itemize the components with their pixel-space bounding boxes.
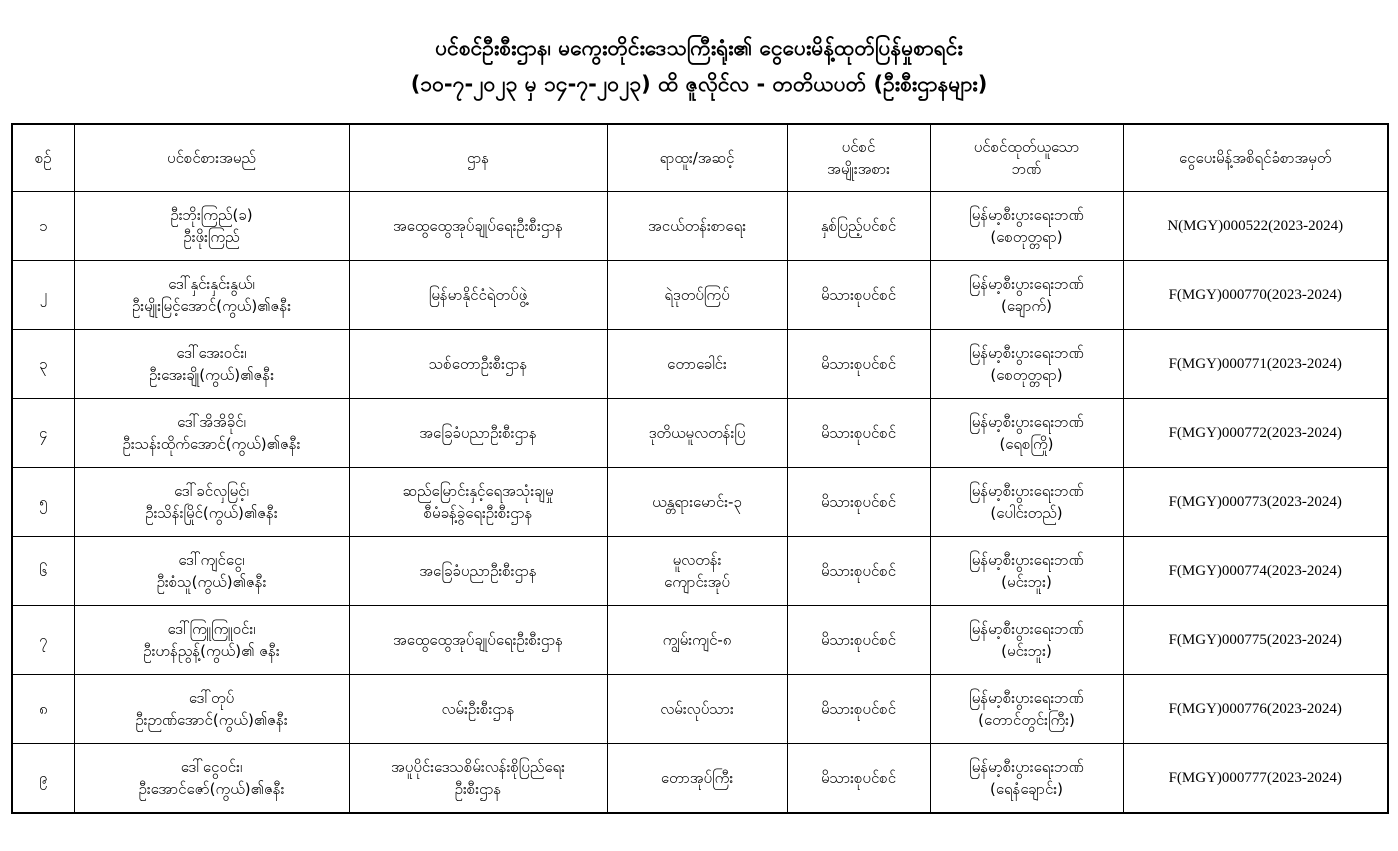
cell-position [607,192,787,261]
cell-department-line: အခြေခံပညာဦးစီးဌာန [419,562,537,580]
cell-bank [930,675,1123,744]
cell-department [349,675,607,744]
header-bank-line: ဘဏ် [1011,160,1042,178]
cell-pension-type: မိသားစုပင်စင် [787,399,930,468]
cell-position [607,675,787,744]
cell-bank-line: (စေတုတ္တရာ) [990,228,1063,246]
cell-name-line: ဒေါ်နှင်းနှင်းနွယ်၊ [168,275,255,293]
cell-no: ၄ [12,399,74,468]
cell-department-line: အထွေထွေအုပ်ချုပ်ရေးဦးစီးဌာန [392,217,564,235]
cell-bank-line: မြန်မာ့စီးပွားရေးဘဏ် [969,206,1084,224]
table-row [12,261,1388,330]
cell-bank-line: မြန်မာ့စီးပွားရေးဘဏ် [969,275,1084,293]
cell-position-line: ကျောင်းအုပ် [664,573,730,591]
cell-department [349,261,607,330]
table-row [12,744,1388,814]
cell-pension-type: မိသားစုပင်စင် [787,468,930,537]
header-position: ရာထူး/အဆင့် [607,124,787,192]
cell-department-line: ဦးစီးဌာန [454,780,502,798]
cell-bank-line: မြန်မာ့စီးပွားရေးဘဏ် [969,689,1084,707]
cell-name [74,261,349,330]
cell-bank [930,606,1123,675]
cell-bank [930,399,1123,468]
cell-name-line: ဒေါ်အိအိခိုင်၊ [177,413,246,431]
cell-pension-type: မိသားစုပင်စင် [787,537,930,606]
table-row [12,192,1388,261]
cell-position [607,606,787,675]
header-bank-line: ပင်စင်ထုတ်ယူသော [973,138,1080,156]
pension-table [11,123,1389,814]
cell-no: ၃ [12,330,74,399]
cell-department-line: စီမံခန့်ခွဲရေးဦးစီးဌာန [423,504,533,522]
cell-name-line: ဒေါ်အေးဝင်း၊ [176,344,247,362]
cell-department-line: အပူပိုင်းဒေသစိမ်းလန်းစိုပြည်ရေး [391,758,565,776]
cell-position [607,330,787,399]
cell-name [74,537,349,606]
cell-bank-line: မြန်မာ့စီးပွားရေးဘဏ် [969,413,1084,431]
table-row [12,537,1388,606]
cell-bank-line: မြန်မာ့စီးပွားရေးဘဏ် [969,482,1084,500]
cell-bank-line: (ရေစကြို) [999,435,1054,453]
cell-name-line: ဒေါ်ကျင်ငွေ၊ [178,551,245,569]
cell-department [349,399,607,468]
cell-name-line: ဦးဉာဏ်အောင်(ကွယ်)၏ဇနီး [135,711,288,729]
header-department: ဌာန [349,124,607,192]
cell-bank [930,537,1123,606]
cell-name-line: ဒေါ်ကြူကြူဝင်း၊ [167,620,256,638]
cell-name [74,606,349,675]
cell-department-line: မြန်မာနိုင်ငံရဲတပ်ဖွဲ့ [428,286,528,304]
cell-name-line: ဒေါ်ငွေဝင်း၊ [180,758,243,776]
cell-position [607,399,787,468]
cell-pension-type: မိသားစုပင်စင် [787,744,930,814]
cell-bank [930,192,1123,261]
cell-bank-line: (မင်းဘူး) [1001,642,1052,660]
cell-name-line: ဦးသိန်းမြိုင်(ကွယ်)၏ဇနီး [145,504,278,522]
header-pension-type-line: ပင်စင် [841,138,876,156]
cell-name-line: ဦးမျိုးမြင့်အောင်(ကွယ်)၏ဇနီး [131,297,292,315]
cell-bank [930,744,1123,814]
cell-position-line: တောအုပ်ကြီး [660,769,734,787]
cell-department-line: လမ်းဦးစီးဌာန [441,700,515,718]
cell-bank-line: (ပေါင်းတည်) [990,504,1063,522]
cell-pension-type: မိသားစုပင်စင် [787,675,930,744]
table-row [12,330,1388,399]
cell-certificate: F(MGY)000777(2023-2024) [1123,744,1388,814]
header-certificate: ငွေပေးမိန့်အစိရင်ခံစာအမှတ် [1123,124,1388,192]
cell-bank-line: (စေတုတ္တရာ) [990,366,1063,384]
cell-name-line: ဦးဘိုးကြည်(ခ) [170,206,253,224]
cell-certificate: N(MGY)000522(2023-2024) [1123,192,1388,261]
cell-position [607,468,787,537]
cell-position [607,537,787,606]
cell-no: ၆ [12,537,74,606]
table-row [12,399,1388,468]
cell-position-line: မူလတန်း [672,551,722,569]
header-no: စဉ် [12,124,74,192]
cell-pension-type: မိသားစုပင်စင် [787,261,930,330]
cell-position [607,261,787,330]
cell-position-line: လမ်းလုပ်သား [660,700,734,718]
cell-name [74,468,349,537]
cell-pension-type: နှစ်ပြည့်ပင်စင် [787,192,930,261]
cell-bank-line: မြန်မာ့စီးပွားရေးဘဏ် [969,551,1084,569]
cell-certificate: F(MGY)000775(2023-2024) [1123,606,1388,675]
cell-position-line: ရဲဒုတပ်ကြပ် [664,286,730,304]
cell-department [349,744,607,814]
cell-bank-line: မြန်မာ့စီးပွားရေးဘဏ် [969,620,1084,638]
cell-name-line: ဦးသန်းထိုက်အောင်(ကွယ်)၏ဇနီး [122,435,301,453]
cell-certificate: F(MGY)000773(2023-2024) [1123,468,1388,537]
cell-certificate: F(MGY)000771(2023-2024) [1123,330,1388,399]
document-title [0,30,1398,102]
cell-pension-type: မိသားစုပင်စင် [787,330,930,399]
cell-bank-line: မြန်မာ့စီးပွားရေးဘဏ် [969,344,1084,362]
cell-bank-line: မြန်မာ့စီးပွားရေးဘဏ် [969,758,1084,776]
cell-name [74,675,349,744]
header-pension-type [787,124,930,192]
cell-name-line: ဦးဖိုးကြည် [183,228,240,246]
cell-name-line: ဒေါ်တုပ် [188,689,235,707]
cell-certificate: F(MGY)000772(2023-2024) [1123,399,1388,468]
cell-position-line: ယန္တရားမောင်း-၃ [652,493,742,511]
cell-department [349,468,607,537]
cell-certificate: F(MGY)000774(2023-2024) [1123,537,1388,606]
cell-department [349,330,607,399]
cell-department [349,537,607,606]
table-row [12,675,1388,744]
header-pension-type-line: အမျိုးအစား [827,160,890,178]
cell-bank [930,261,1123,330]
cell-name [74,330,349,399]
cell-department [349,606,607,675]
cell-name-line: ဦးအေးချို(ကွယ်)၏ဇနီး [148,366,275,384]
cell-department [349,192,607,261]
cell-position-line: တောခေါင်း [667,355,727,373]
cell-name-line: ဦးအောင်ဇော်(ကွယ်)၏ဇနီး [138,780,285,798]
cell-bank-line: (ရေနံချောင်း) [990,780,1063,798]
table-row [12,606,1388,675]
cell-position-line: အငယ်တန်းစာရေး [648,217,746,235]
cell-position-line: ကျွမ်းကျင်-၈ [662,631,732,649]
cell-certificate: F(MGY)000770(2023-2024) [1123,261,1388,330]
cell-bank [930,468,1123,537]
cell-position-line: ဒုတိယမူလတန်းပြ [648,424,746,442]
cell-bank-line: (တောင်တွင်းကြီး) [978,711,1075,729]
cell-no: ၁ [12,192,74,261]
cell-pension-type: မိသားစုပင်စင် [787,606,930,675]
cell-name-line: ဦးစံသူ(ကွယ်)၏ဇနီး [156,573,267,591]
cell-no: ၈ [12,675,74,744]
cell-department-line: ဆည်မြောင်းနှင့်ရေအသုံးချမှု [402,482,554,500]
cell-department-line: အခြေခံပညာဦးစီးဌာန [419,424,537,442]
table-row [12,468,1388,537]
header-bank [930,124,1123,192]
cell-department-line: သစ်တောဦးစီးဌာန [428,355,528,373]
cell-bank-line: (ချောက်) [1001,297,1052,315]
header-name: ပင်စင်စားအမည် [74,124,349,192]
title-line-2: (၁၀-၇-၂၀၂၃ မှ ၁၄-၇-၂၀၂၃) ထိ ဇူလိုင်လ - တတိယပတ် (ဦးစီးဌာနများ) [410,72,988,96]
cell-department-line: အထွေထွေအုပ်ချုပ်ရေးဦးစီးဌာန [392,631,564,649]
cell-bank [930,330,1123,399]
cell-no: ၂ [12,261,74,330]
cell-name-line: ဒေါ်ခင်လှမြင့်၊ [174,482,249,500]
table-header-row [12,124,1388,192]
table-body [12,192,1388,814]
cell-position [607,744,787,814]
cell-name-line: ဦးဟန်ညွန့်(ကွယ်)၏ ဇနီး [143,642,280,660]
cell-no: ၇ [12,606,74,675]
title-line-1: ပင်စင်ဦးစီးဌာန၊ မကွေးတိုင်းဒေသကြီးရုံး၏ ငွေပေးမိန့်ထုတ်ပြန်မှုစာရင်း [435,36,963,60]
cell-certificate: F(MGY)000776(2023-2024) [1123,675,1388,744]
cell-bank-line: (မင်းဘူး) [1001,573,1052,591]
cell-name [74,399,349,468]
cell-name [74,744,349,814]
cell-no: ၅ [12,468,74,537]
cell-name [74,192,349,261]
cell-no: ၉ [12,744,74,814]
